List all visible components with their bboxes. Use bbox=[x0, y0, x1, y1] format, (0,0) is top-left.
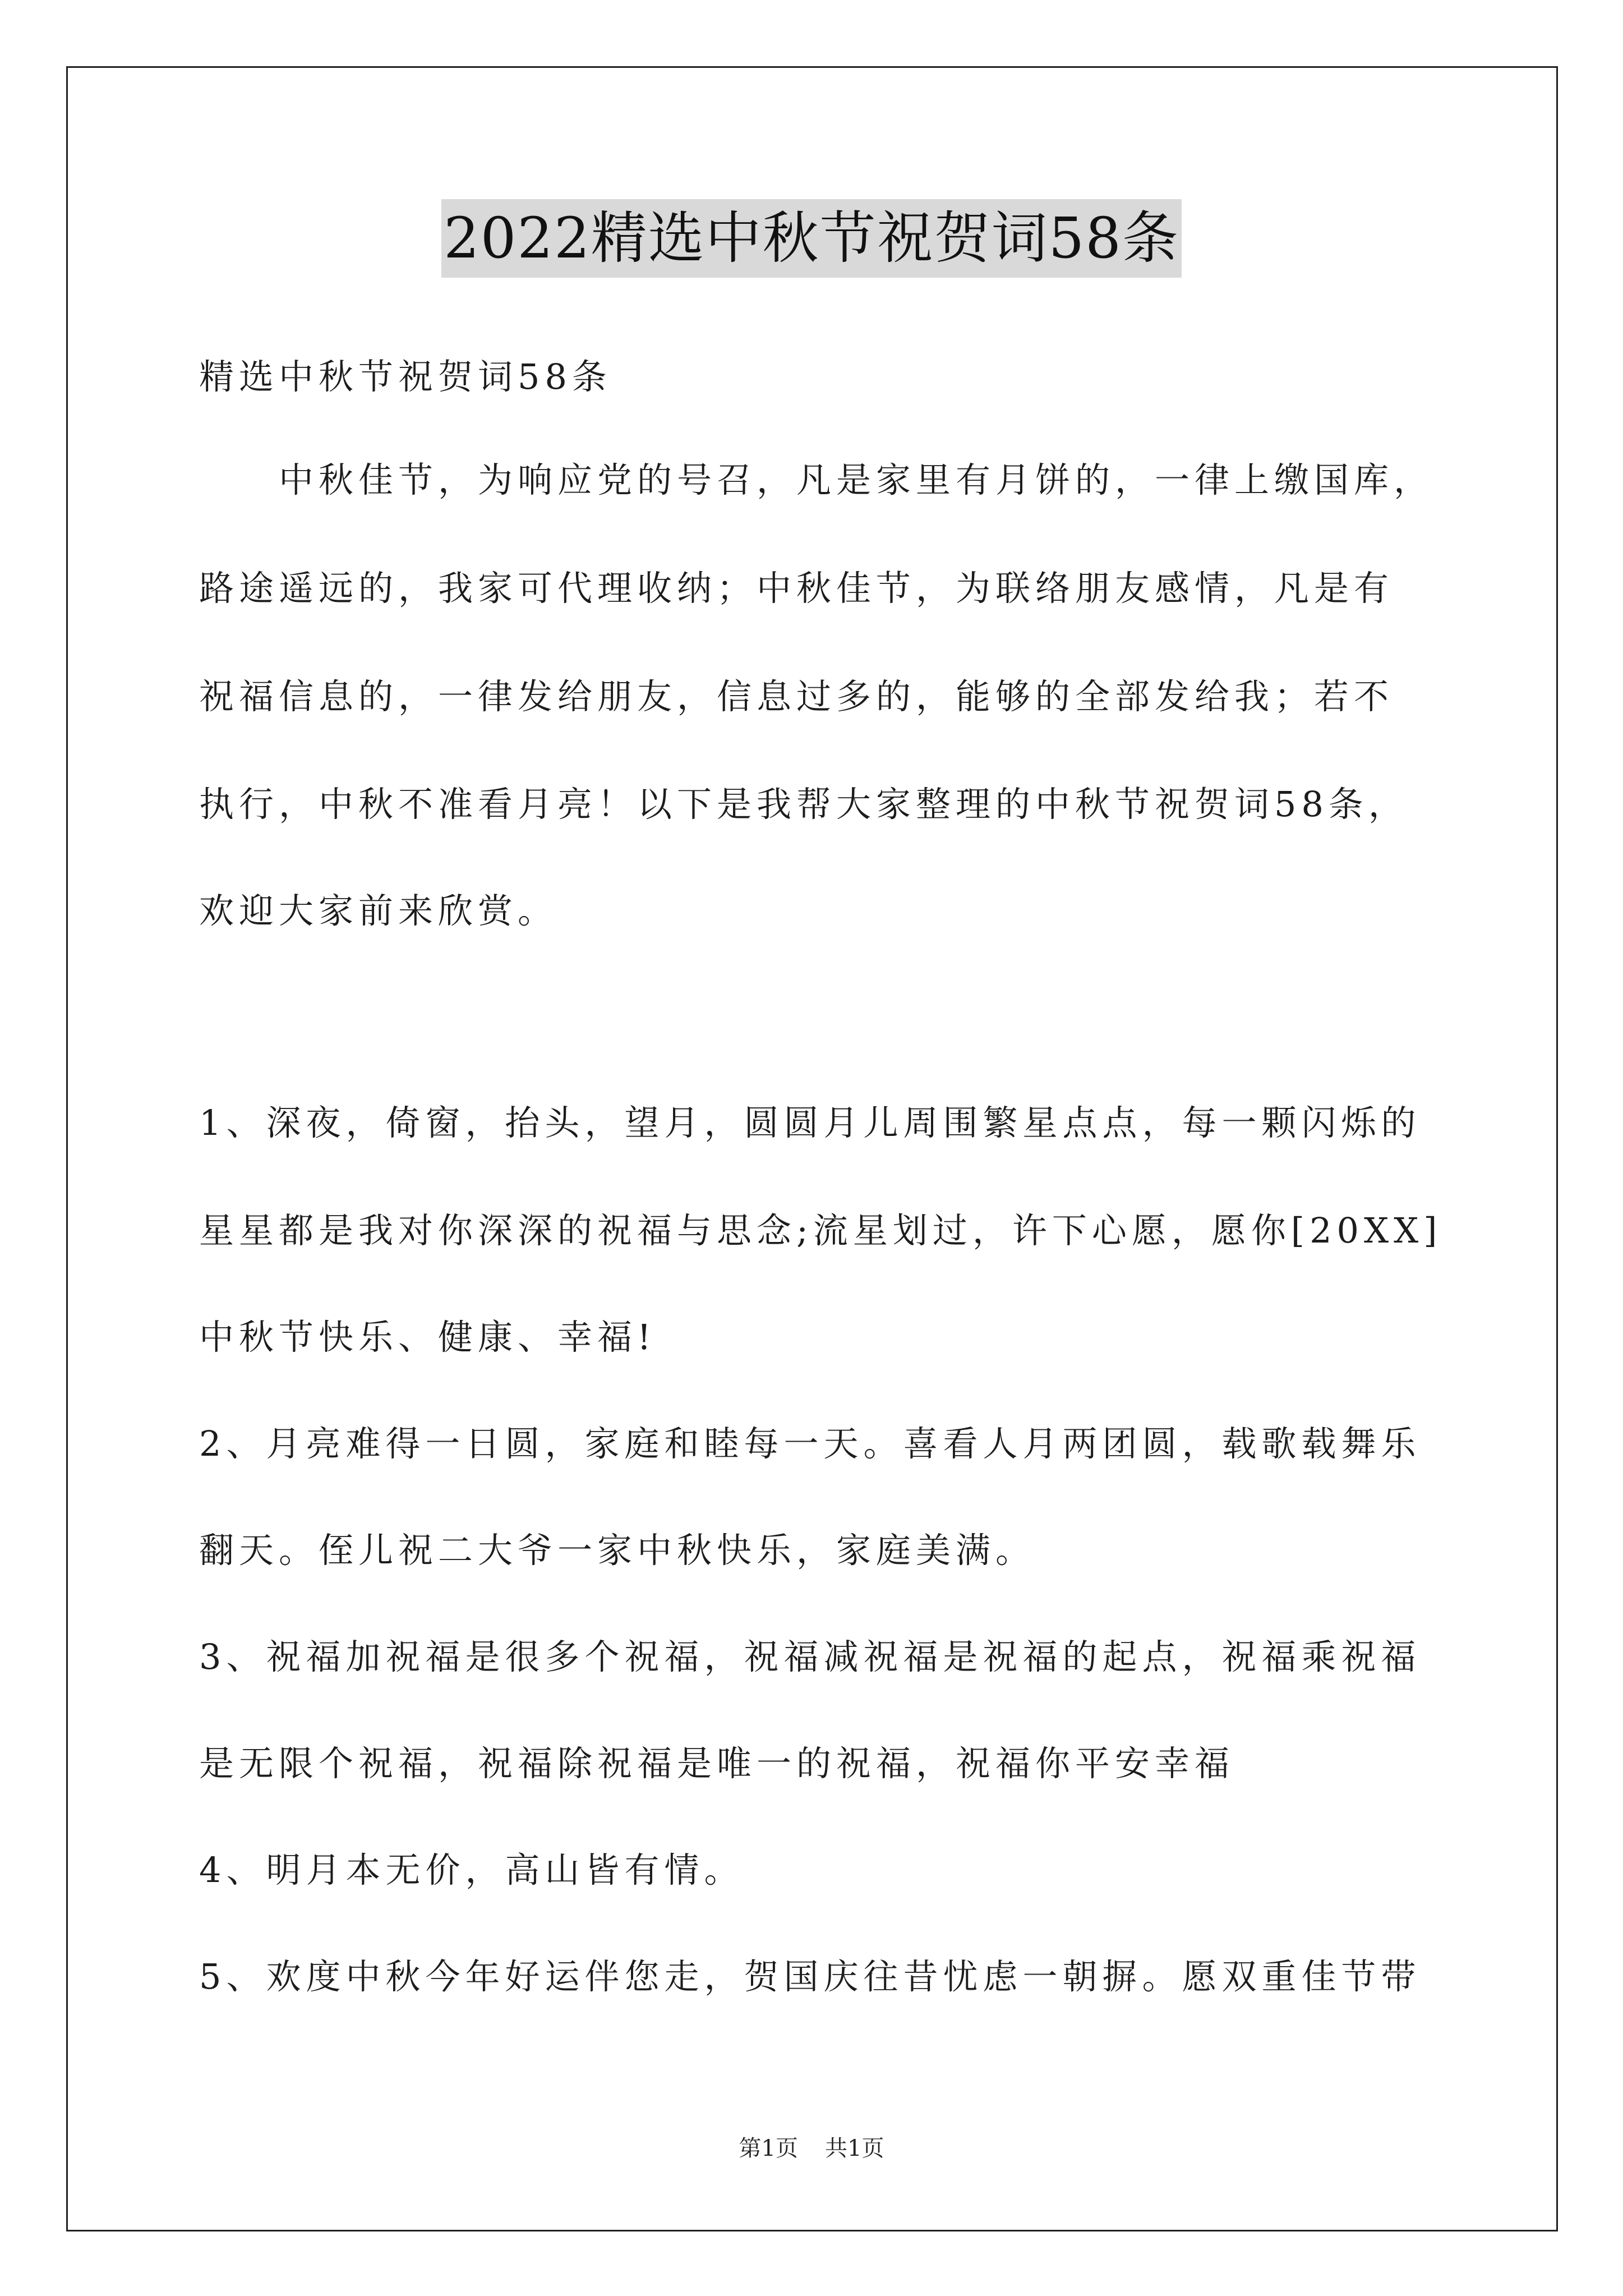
list-item-line: 星星都是我对你深深的祝福与思念;流星划过，许下心愿，愿你[20XX] bbox=[199, 1210, 1442, 1251]
list-item-line: 2、月亮难得一日圆，家庭和睦每一天。喜看人月两团圆，载歌载舞乐 bbox=[199, 1423, 1421, 1464]
list-item-line: 是无限个祝福，祝福除祝福是唯一的祝福，祝福你平安幸福 bbox=[199, 1743, 1235, 1784]
intro-line: 欢迎大家前来欣赏。 bbox=[199, 890, 558, 931]
list-item-line: 中秋节快乐、健康、幸福! bbox=[199, 1317, 656, 1358]
intro-line: 执行，中秋不准看月亮！以下是我帮大家整理的中秋节祝贺词58条， bbox=[199, 784, 1408, 825]
list-item-line: 4、明月本无价，高山皆有情。 bbox=[199, 1849, 744, 1890]
page-total: 共1页 bbox=[825, 2136, 884, 2161]
list-item-line: 3、祝福加祝福是很多个祝福，祝福减祝福是祝福的起点，祝福乘祝福 bbox=[199, 1636, 1421, 1677]
document-subtitle: 精选中秋节祝贺词58条 bbox=[199, 356, 612, 397]
intro-line: 路途遥远的，我家可代理收纳；中秋佳节，为联络朋友感情，凡是有 bbox=[199, 568, 1394, 609]
title-container bbox=[0, 199, 1623, 278]
page-number: 第1页 bbox=[739, 2136, 798, 2161]
page-footer bbox=[0, 2134, 1623, 2162]
intro-line: 中秋佳节，为响应党的号召，凡是家里有月饼的，一律上缴国库， bbox=[279, 459, 1434, 500]
document-title: 2022精选中秋节祝贺词58条 bbox=[441, 199, 1182, 278]
intro-line: 祝福信息的，一律发给朋友，信息过多的，能够的全部发给我；若不 bbox=[199, 676, 1394, 717]
list-item-line: 1、深夜，倚窗，抬头，望月，圆圆月儿周围繁星点点，每一颗闪烁的 bbox=[199, 1102, 1421, 1143]
list-item-line: 5、欢度中秋今年好运伴您走，贺国庆往昔忧虑一朝摒。愿双重佳节带 bbox=[199, 1956, 1421, 1997]
list-item-line: 翻天。侄儿祝二大爷一家中秋快乐，家庭美满。 bbox=[199, 1530, 1036, 1571]
